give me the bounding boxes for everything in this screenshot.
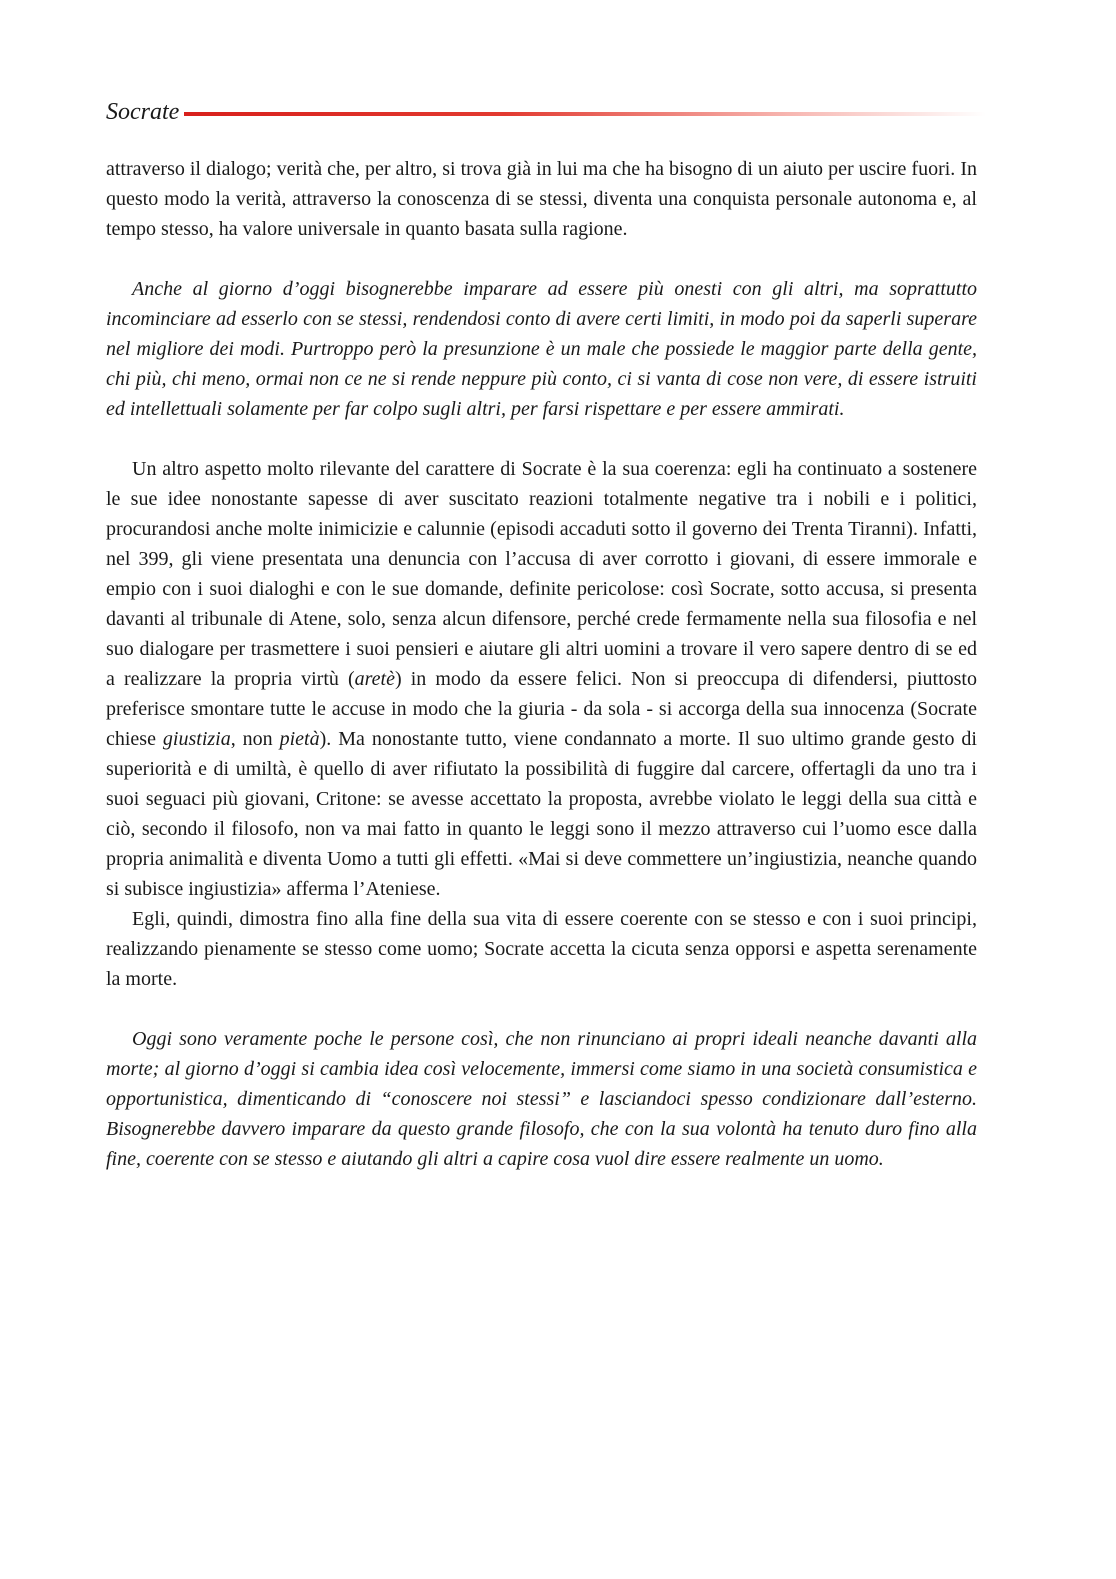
running-header <box>106 88 986 125</box>
paragraph-3-text-d: ). Ma nonostante tutto, viene condannato a morte. Il suo ultimo grande gesto di superiorità e di umiltà, è quello di aver rifiutato la possibilità di fuggire dal carcere, offertagli da uno tra i suoi seguaci più giovani, Critone: se avesse accettato la proposta, avrebbe violato le leggi della sua città e ciò, secondo il filosofo, non va mai fatto in quanto le leggi sono il mezzo attraverso cui l’uomo esce dalla propria animalità e diventa Uomo a tutti gli effetti. «Mai si deve commettere un’ingiustizia, neanche quando si subisce ingiustizia» afferma l’Ateniese. <box>106 728 977 900</box>
paragraph-3-text-b: ) in modo da essere felici. Non si preoccupa di difendersi, piuttosto preferisce smontare tutte le accuse in modo che la giuria - da sola - si accorga della sua innocenza (Socrate chiese <box>106 668 977 750</box>
paragraph-4: Egli, quindi, dimostra fino alla fine della sua vita di essere coerente con se stesso e con i suoi principi, realizzando pienamente se stesso come uomo; Socrate accetta la cicuta senza opporsi e aspetta serenamente la morte. <box>106 908 977 990</box>
term-arete: aretè <box>354 668 395 690</box>
paragraph-5-commentary: Oggi sono veramente poche le persone così, che non rinunciano ai propri ideali neanche davanti alla morte; al giorno d’oggi si cambia idea così velocemente, immersi come siamo in una società consumistica e opportunistica, dimenticando di “conoscere noi stessi” e lasciandoci spesso condizionare dall’esterno. Bisognerebbe davvero imparare da questo grande filosofo, che con la sua volontà ha tenuto duro fino alla fine, coerente con se stesso e aiutando gli altri a capire cosa vuol dire essere realmente un uomo. <box>106 1028 977 1170</box>
paragraph-3-text-a: Un altro aspetto molto rilevante del carattere di Socrate è la sua coerenza: egli ha continuato a sostenere le sue idee nonostante sapesse di aver suscitato reazioni totalmente negative tra i nobili e i politici, procurandosi anche molte inimicizie e calunnie (episodi accaduti sotto il governo dei Trenta Tiranni). Infatti, nel 399, gli viene presentata una denuncia con l’accusa di aver corrotto i giovani, di essere immorale e empio con i suoi dialoghi e con le sue domande, definite pericolose: così Socrate, sotto accusa, si presenta davanti al tribunale di Atene, solo, senza alcun difensore, perché crede fermamente nella sua filosofia e nel suo dialogare per trasmettere i suoi pensieri e aiutare gli altri uomini a trovare il vero sapere dentro di se ed a realizzare la propria virtù ( <box>106 458 977 690</box>
paragraph-2-commentary: Anche al giorno d’oggi bisognerebbe imparare ad essere più onesti con gli altri, ma soprattutto incominciare ad esserlo con se stessi, rendendosi conto di avere certi limiti, in modo poi da saperli superare nel migliore dei modi. Purtroppo però la presunzione è un male che possiede le maggior parte della gente, chi più, chi meno, ormai non ce ne si rende neppure più conto, ci si vanta di cose non vere, di essere istruiti ed intellettuali solamente per far colpo sugli altri, per farsi rispettare e per essere ammirati. <box>106 278 977 420</box>
header-rule <box>184 112 986 116</box>
term-pieta: pietà <box>279 728 320 750</box>
paragraph-3-text-c: , non <box>230 728 280 750</box>
body-text <box>106 154 977 1174</box>
paragraph-3 <box>106 454 977 904</box>
paragraph-1: attraverso il dialogo; verità che, per altro, si trova già in lui ma che ha bisogno di un aiuto per uscire fuori. In questo modo la verità, attraverso la conoscenza di se stessi, diventa una conquista personale autonoma e, al tempo stesso, ha valore universale in quanto basata sulla ragione. <box>106 158 977 240</box>
term-giustizia: giustizia <box>162 728 231 750</box>
header-title: Socrate <box>106 99 180 125</box>
